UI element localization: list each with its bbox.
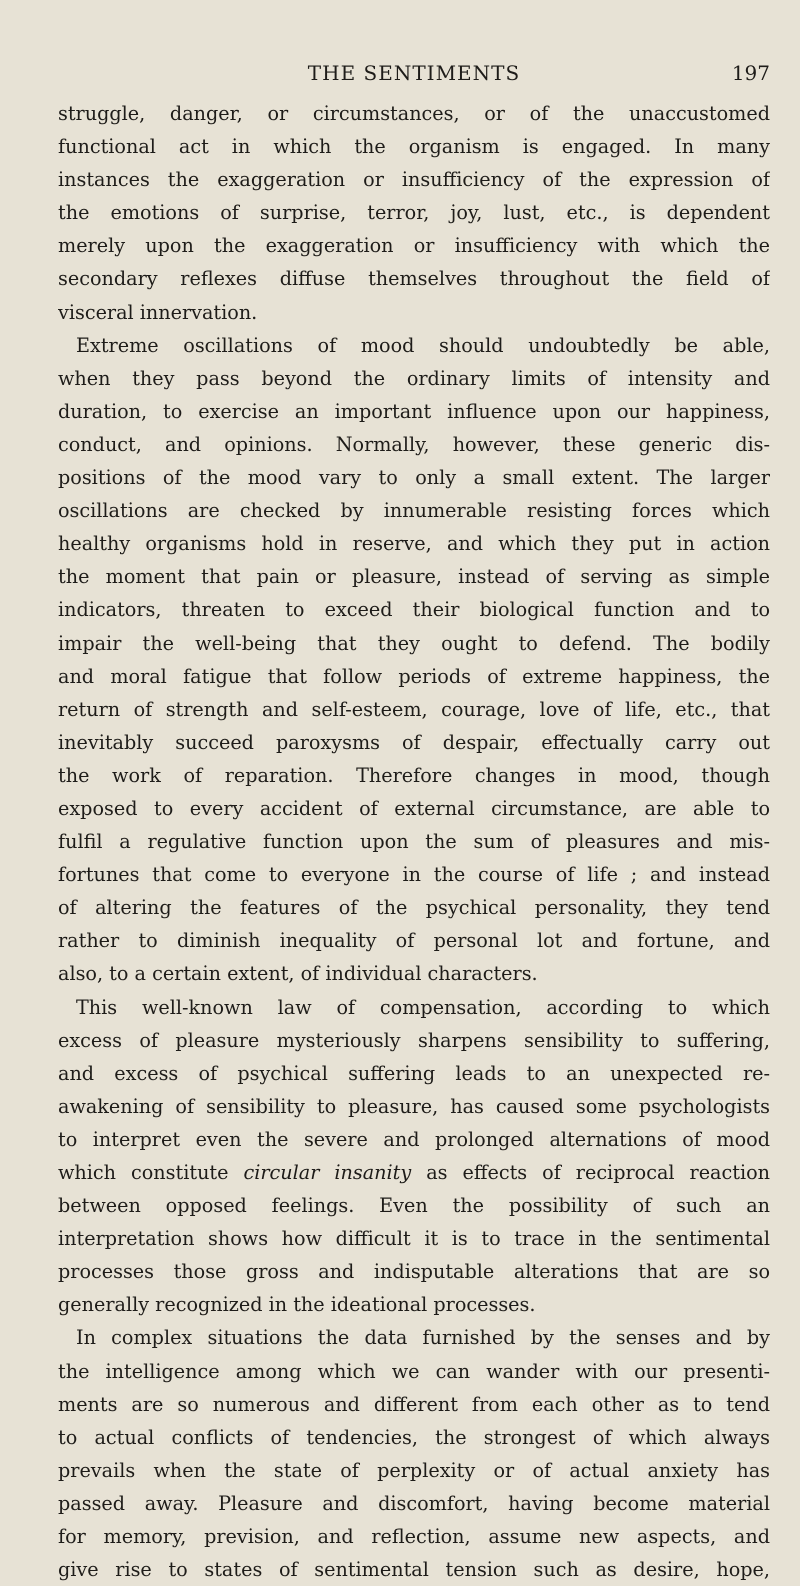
text-segment: which constitute (58, 1161, 229, 1184)
text-line: fortunes that come to everyone in the course of life ; and instead (58, 863, 770, 887)
text-line: generally recognized in the ideational processes. (58, 1293, 536, 1317)
text-line: between opposed feelings. Even the possibility of such an (58, 1194, 770, 1218)
text-line: to interpret even the severe and prolonged alternations of mood (58, 1127, 770, 1151)
text-line: also, to a certain extent, of individual characters. (58, 962, 538, 986)
text-line: and excess of psychical suffering leads to an unexpected re- (58, 1061, 770, 1085)
text-line: when they pass beyond the ordinary limits of intensity and (58, 366, 770, 390)
text-line: for memory, prevision, and reflection, assume new aspects, and (58, 1525, 770, 1549)
text-line: awakening of sensibility to pleasure, has caused some psychologists (58, 1094, 770, 1118)
text-line: return of strength and self-esteem, courage, love of life, etc., that (58, 697, 770, 721)
text-line: healthy organisms hold in reserve, and which they put in action (58, 532, 770, 556)
text-line: prevails when the state of perplexity or of actual anxiety has (58, 1458, 770, 1482)
page-number: 197 (731, 61, 770, 85)
text-line: the moment that pain or pleasure, instead of serving as simple (58, 565, 770, 589)
text-line: of altering the features of the psychical personality, they tend (58, 896, 770, 920)
text-line: instances the exaggeration or insufficiency of the expression of (58, 168, 770, 192)
text-line: This well-known law of compensation, according to which (76, 995, 770, 1019)
text-line: excess of pleasure mysteriously sharpens sensibility to suffering, (58, 1028, 770, 1052)
text-line: positions of the mood vary to only a small extent. The larger (58, 466, 770, 490)
text-line: visceral innervation. (58, 300, 258, 324)
text-line: processes those gross and indisputable alterations that are so (58, 1260, 770, 1284)
body-text (58, 97, 770, 1586)
text-line: impair the well-being that they ought to defend. The bodily (58, 631, 770, 655)
italic-term: circular insanity (243, 1161, 412, 1184)
text-line: In complex situations the data furnished by the senses and by (76, 1326, 770, 1350)
text-line: secondary reflexes diffuse themselves throughout the field of (58, 267, 770, 291)
text-line: indicators, threaten to exceed their biological function and to (58, 598, 770, 622)
text-line: Extreme oscillations of mood should undoubtedly be able, (76, 333, 770, 357)
text-line: duration, to exercise an important influence upon our happiness, (58, 399, 770, 423)
text-line: the emotions of surprise, terror, joy, lust, etc., is dependent (58, 201, 770, 225)
text-line: exposed to every accident of external circumstance, are able to (58, 796, 770, 820)
text-line: the work of reparation. Therefore changes in mood, though (58, 763, 770, 787)
text-segment: as effects of reciprocal reaction (426, 1161, 770, 1184)
running-title: THE SENTIMENTS (307, 61, 521, 85)
text-line: functional act in which the organism is engaged. In many (58, 135, 770, 159)
text-line: rather to diminish inequality of personal lot and fortune, and (58, 929, 770, 953)
text-line-with-italic (58, 1156, 770, 1189)
text-line: oscillations are checked by innumerable resisting forces which (58, 499, 770, 523)
text-line: to actual conflicts of tendencies, the strongest of which always (58, 1425, 770, 1449)
text-line: passed away. Pleasure and discomfort, having become material (58, 1491, 770, 1515)
text-line: ments are so numerous and different from each other as to tend (58, 1392, 770, 1416)
running-head (58, 56, 770, 90)
text-line: conduct, and opinions. Normally, however, these generic dis- (58, 432, 770, 456)
text-line: the intelligence among which we can wander with our presenti- (58, 1359, 770, 1383)
text-line: merely upon the exaggeration or insufficiency with which the (58, 234, 770, 258)
text-line: give rise to states of sentimental tension such as desire, hope, (58, 1558, 770, 1582)
text-line: struggle, danger, or circumstances, or of the unaccustomed (58, 102, 770, 125)
text-line: fulfil a regulative function upon the sum of pleasures and mis- (58, 830, 770, 854)
text-line: inevitably succeed paroxysms of despair, effectually carry out (58, 730, 770, 754)
text-line: interpretation shows how difficult it is to trace in the sentimental (58, 1227, 770, 1251)
text-line: and moral fatigue that follow periods of extreme happiness, the (58, 664, 770, 688)
